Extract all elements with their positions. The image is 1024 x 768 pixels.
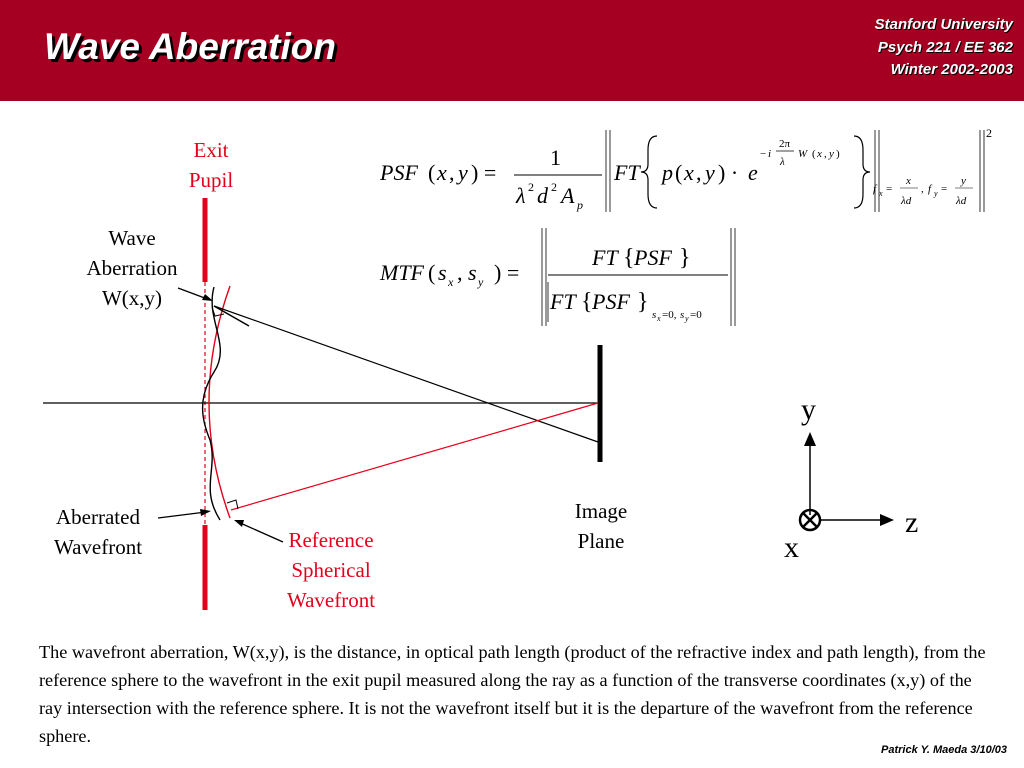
svg-text:λd: λd — [956, 195, 967, 207]
aberrated-wavefront-line-2: Wavefront — [53, 535, 143, 559]
z-axis-label: z — [905, 506, 919, 539]
svg-text:MTF: MTF — [380, 260, 424, 285]
svg-text:2: 2 — [528, 180, 534, 194]
svg-text:) ·: ) · — [718, 160, 739, 185]
svg-text:p: p — [577, 198, 583, 212]
svg-text:x: x — [879, 189, 883, 198]
svg-text:s: s — [468, 260, 477, 285]
svg-text:x: x — [657, 314, 661, 323]
svg-text:s: s — [438, 260, 447, 285]
svg-text:(: ( — [675, 160, 683, 185]
reference-spherical-wavefront-label — [266, 525, 396, 615]
wave-aberration-line-3: W(x,y) — [101, 286, 163, 310]
svg-text:=0,: =0, — [662, 309, 677, 321]
svg-text:(: ( — [812, 148, 816, 160]
svg-text:,: , — [824, 148, 827, 160]
svg-text:2: 2 — [551, 180, 557, 194]
image-plane-label — [556, 496, 646, 556]
svg-text:s: s — [680, 309, 685, 321]
svg-text:{: { — [581, 289, 593, 315]
svg-text:i: i — [768, 148, 772, 160]
aberrated-wavefront-label — [38, 502, 158, 562]
svg-text:PSF: PSF — [634, 245, 672, 270]
svg-text:x: x — [437, 160, 447, 185]
svg-text:,: , — [921, 183, 924, 195]
svg-text:s: s — [652, 309, 657, 321]
wave-aberration-arrowhead — [202, 294, 213, 301]
svg-text:y: y — [961, 175, 966, 187]
aberrated-wavefront-pointer — [158, 512, 206, 518]
svg-text:FT: FT — [592, 245, 618, 270]
svg-text:y: y — [829, 148, 834, 160]
svg-text:λ: λ — [780, 156, 785, 168]
svg-text:A: A — [561, 183, 575, 208]
svg-text:y: y — [478, 275, 484, 289]
svg-text:p: p — [662, 160, 673, 185]
y-axis-label: y — [801, 393, 816, 426]
svg-text:(: ( — [428, 160, 436, 185]
exit-pupil-label — [176, 135, 246, 195]
svg-text:2: 2 — [986, 126, 992, 140]
institution-name: Stanford University — [874, 16, 1013, 33]
svg-text:PSF: PSF — [592, 289, 630, 314]
svg-text:x: x — [906, 175, 911, 187]
right-angle-marker-bottom — [227, 500, 238, 509]
reference-line-1: Reference — [288, 528, 374, 552]
reference-ray — [231, 403, 598, 510]
svg-text:}: } — [637, 289, 649, 315]
svg-text:): ) — [836, 148, 840, 160]
svg-text:=0: =0 — [690, 309, 702, 321]
svg-text:y: y — [458, 160, 468, 185]
image-plane-line-2: Plane — [577, 529, 625, 553]
svg-text:) =: ) = — [494, 260, 520, 285]
svg-text:x: x — [817, 148, 822, 160]
svg-text:f: f — [928, 183, 932, 195]
wave-aberration-label — [72, 223, 192, 313]
svg-text:) =: ) = — [471, 160, 497, 185]
author-footer: Patrick Y. Maeda 3/10/03 — [881, 744, 1007, 756]
wave-aberration-line-2: Aberration — [86, 256, 178, 280]
term-name: Winter 2002-2003 — [890, 61, 1013, 78]
svg-text:FT: FT — [614, 160, 640, 185]
svg-text:FT: FT — [550, 289, 576, 314]
svg-text:,: , — [457, 260, 463, 285]
reference-sphere-arrowhead — [234, 520, 244, 527]
description-paragraph: The wavefront aberration, W(x,y), is the distance, in optical path length (product of the refractive index and path length), from the reference sphere to the wavefront in the exit pupil measured along the ray as a function of the transverse coordinates (x,y) of the ray intersection with the reference sphere. It is not the wavefront itself but it is the departure of the wavefront from the reference sphere. — [39, 642, 986, 746]
aberrated-wavefront-line-1: Aberrated — [56, 505, 140, 529]
reference-sphere-arc — [209, 286, 230, 518]
svg-text:,: , — [449, 160, 455, 185]
svg-text:λd: λd — [901, 195, 912, 207]
svg-text:=: = — [941, 183, 948, 195]
psf-equation — [370, 120, 1010, 220]
svg-text:1: 1 — [550, 145, 561, 170]
z-axis-arrowhead — [880, 514, 894, 526]
svg-text:e: e — [748, 160, 758, 185]
svg-text:y: y — [685, 314, 689, 323]
exit-pupil-line-2: Pupil — [188, 168, 234, 192]
svg-text:(: ( — [428, 260, 436, 285]
svg-text:λ: λ — [516, 183, 526, 208]
svg-text:{: { — [623, 245, 635, 271]
svg-text:PSF: PSF — [380, 160, 418, 185]
slide-title: Wave Aberration — [44, 26, 336, 67]
exit-pupil-line-1: Exit — [193, 138, 229, 162]
svg-text:2π: 2π — [779, 138, 791, 150]
mtf-equation — [370, 222, 750, 330]
svg-text:x: x — [684, 160, 694, 185]
svg-text:=: = — [886, 183, 893, 195]
svg-text:−: − — [760, 148, 767, 160]
x-axis-label: x — [784, 531, 799, 564]
wave-aberration-line-1: Wave — [108, 226, 156, 250]
reference-line-3: Wavefront — [286, 588, 376, 612]
svg-text:x: x — [448, 275, 454, 289]
svg-text:,: , — [696, 160, 702, 185]
y-axis-arrowhead — [804, 432, 816, 446]
svg-text:d: d — [537, 183, 548, 208]
svg-text:}: } — [679, 245, 691, 271]
svg-text:f: f — [873, 183, 877, 195]
svg-text:y: y — [705, 160, 715, 185]
reference-line-2: Spherical — [291, 558, 371, 582]
course-name: Psych 221 / EE 362 — [877, 38, 1013, 56]
image-plane-line-1: Image — [574, 499, 628, 523]
svg-text:W: W — [798, 148, 808, 160]
svg-text:y: y — [934, 189, 938, 198]
